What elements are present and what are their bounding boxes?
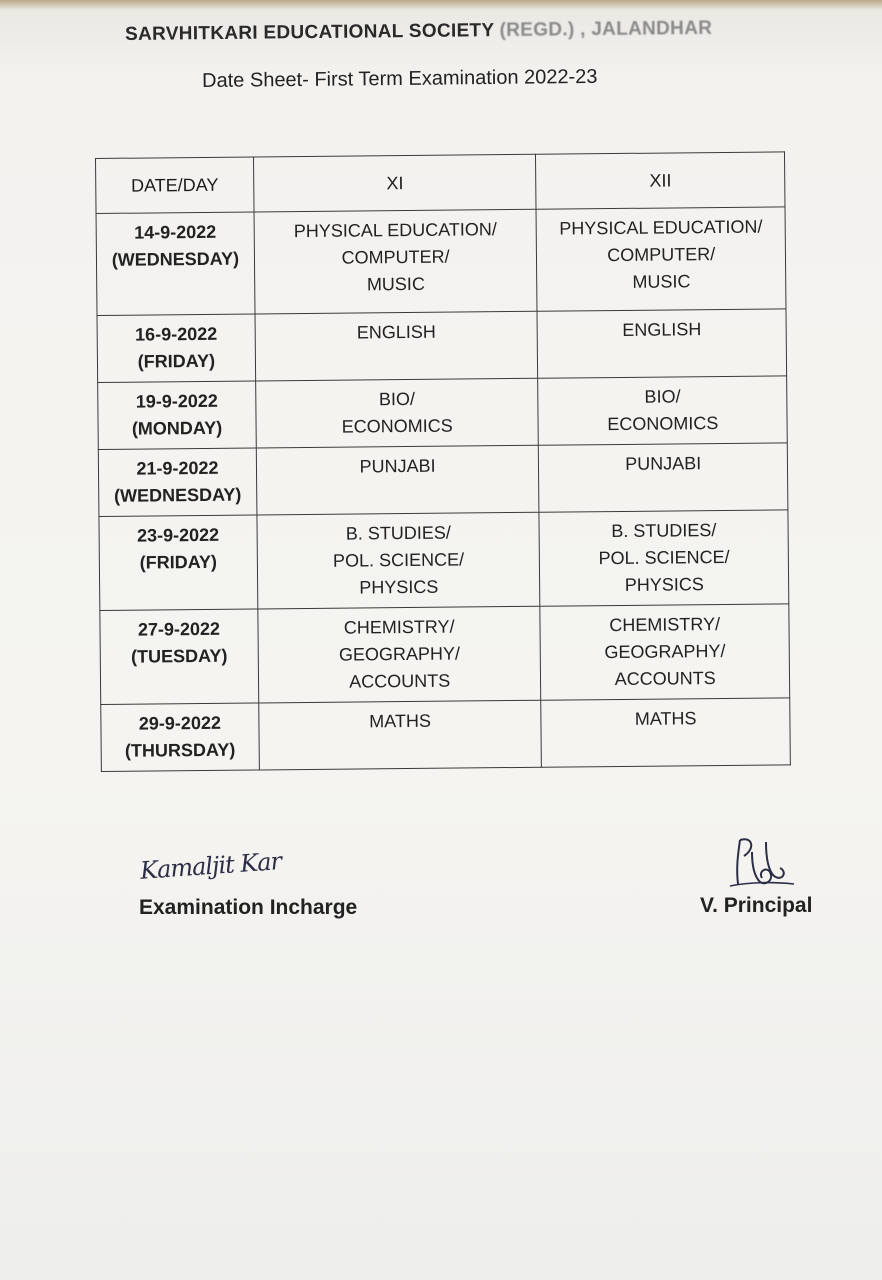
subject-line: PHYSICAL EDUCATION/ — [559, 216, 763, 239]
exam-day: (MONDAY) — [131, 417, 223, 439]
subject-cell-xii — [538, 376, 787, 445]
table-row — [98, 443, 788, 517]
subject-line: BIO/ — [644, 386, 681, 407]
exam-date: 16-9-2022 — [135, 323, 218, 345]
subject-line: MUSIC — [632, 271, 691, 292]
subject-cell-xii — [539, 443, 788, 512]
date-day-cell — [101, 703, 260, 772]
subject-line: CHEMISTRY/ — [609, 614, 721, 636]
subject-cell-xii — [541, 698, 790, 767]
exam-date: 14-9-2022 — [134, 221, 217, 243]
table-row — [101, 698, 791, 772]
table-header-row — [96, 152, 785, 214]
exam-date: 29-9-2022 — [138, 712, 222, 734]
subject-cell-xi — [257, 512, 540, 609]
exam-day: (FRIDAY) — [139, 551, 218, 573]
header-xii: XII — [536, 152, 785, 209]
subject-cell-xi — [259, 700, 542, 770]
date-day-cell — [98, 448, 257, 517]
exam-day: (WEDNESDAY) — [111, 248, 240, 270]
subject-line: MATHS — [369, 710, 431, 732]
table-row — [97, 309, 787, 383]
incharge-signature: Kamaljit Kar — [139, 847, 282, 885]
subject-line: COMPUTER/ — [341, 246, 450, 268]
date-day-cell — [100, 609, 259, 705]
exam-date: 23-9-2022 — [136, 524, 220, 546]
date-sheet-title: Date Sheet- First Term Examination 2022-23 — [202, 65, 598, 92]
examination-incharge-label: Examination Incharge — [139, 896, 358, 919]
subject-line: PUNJABI — [625, 453, 702, 474]
subject-line: PHYSICS — [624, 574, 704, 595]
subject-line: POL. SCIENCE/ — [598, 546, 730, 569]
subject-cell-xi — [255, 311, 538, 381]
subject-line: ENGLISH — [356, 321, 436, 343]
organization-suffix: (REGD.) , JALANDHAR — [499, 17, 713, 42]
table-row — [96, 207, 786, 316]
subject-line: B. STUDIES/ — [345, 522, 451, 544]
vice-principal-label: V. Principal — [700, 894, 813, 917]
header-date-day: DATE/DAY — [96, 157, 254, 214]
subject-line: ENGLISH — [622, 319, 702, 340]
organization-name — [125, 18, 712, 46]
subject-line: PUNJABI — [359, 455, 436, 477]
exam-day: (FRIDAY) — [137, 350, 216, 372]
subject-line: GEOGRAPHY/ — [604, 640, 726, 663]
subject-line: MATHS — [634, 708, 697, 729]
date-day-cell — [98, 381, 257, 450]
subject-cell-xi — [254, 209, 537, 314]
subject-cell-xi — [256, 445, 539, 515]
table-row — [99, 510, 789, 611]
date-sheet-table — [95, 151, 791, 772]
subject-line: GEOGRAPHY/ — [338, 643, 461, 665]
subject-line: CHEMISTRY/ — [343, 616, 455, 638]
paper-edge — [0, 0, 882, 10]
subject-line: PHYSICAL EDUCATION/ — [293, 219, 497, 242]
subject-cell-xii — [539, 510, 789, 606]
table-row — [100, 604, 790, 705]
subject-line: ECONOMICS — [341, 415, 453, 437]
subject-line: PHYSICS — [359, 576, 439, 598]
subject-line: COMPUTER/ — [607, 244, 716, 266]
subject-line: POL. SCIENCE/ — [332, 549, 465, 571]
subject-cell-xi — [258, 606, 541, 703]
exam-day: (THURSDAY) — [124, 739, 236, 761]
organization-name-text: SARVHITKARI EDUCATIONAL SOCIETY — [125, 20, 495, 45]
subject-cell-xii — [537, 309, 786, 378]
subject-cell-xii — [540, 604, 790, 700]
header-xi: XI — [253, 154, 536, 212]
subject-line: ACCOUNTS — [614, 668, 716, 690]
exam-date: 21-9-2022 — [136, 457, 219, 479]
date-day-cell — [97, 314, 256, 383]
subject-line: ACCOUNTS — [349, 670, 451, 692]
principal-signature-icon — [722, 832, 802, 892]
subject-line: B. STUDIES/ — [611, 520, 717, 542]
subject-cell-xi — [256, 378, 539, 448]
exam-date: 19-9-2022 — [135, 390, 218, 412]
table-row — [98, 376, 788, 450]
date-day-cell — [99, 515, 258, 611]
exam-day: (TUESDAY) — [130, 645, 228, 667]
subject-line: MUSIC — [366, 273, 425, 295]
date-day-cell — [96, 212, 255, 316]
subject-line: BIO/ — [378, 388, 416, 410]
subject-cell-xii — [536, 207, 786, 311]
exam-day: (WEDNESDAY) — [113, 484, 242, 506]
exam-date: 27-9-2022 — [137, 618, 221, 640]
subject-line: ECONOMICS — [607, 413, 719, 435]
